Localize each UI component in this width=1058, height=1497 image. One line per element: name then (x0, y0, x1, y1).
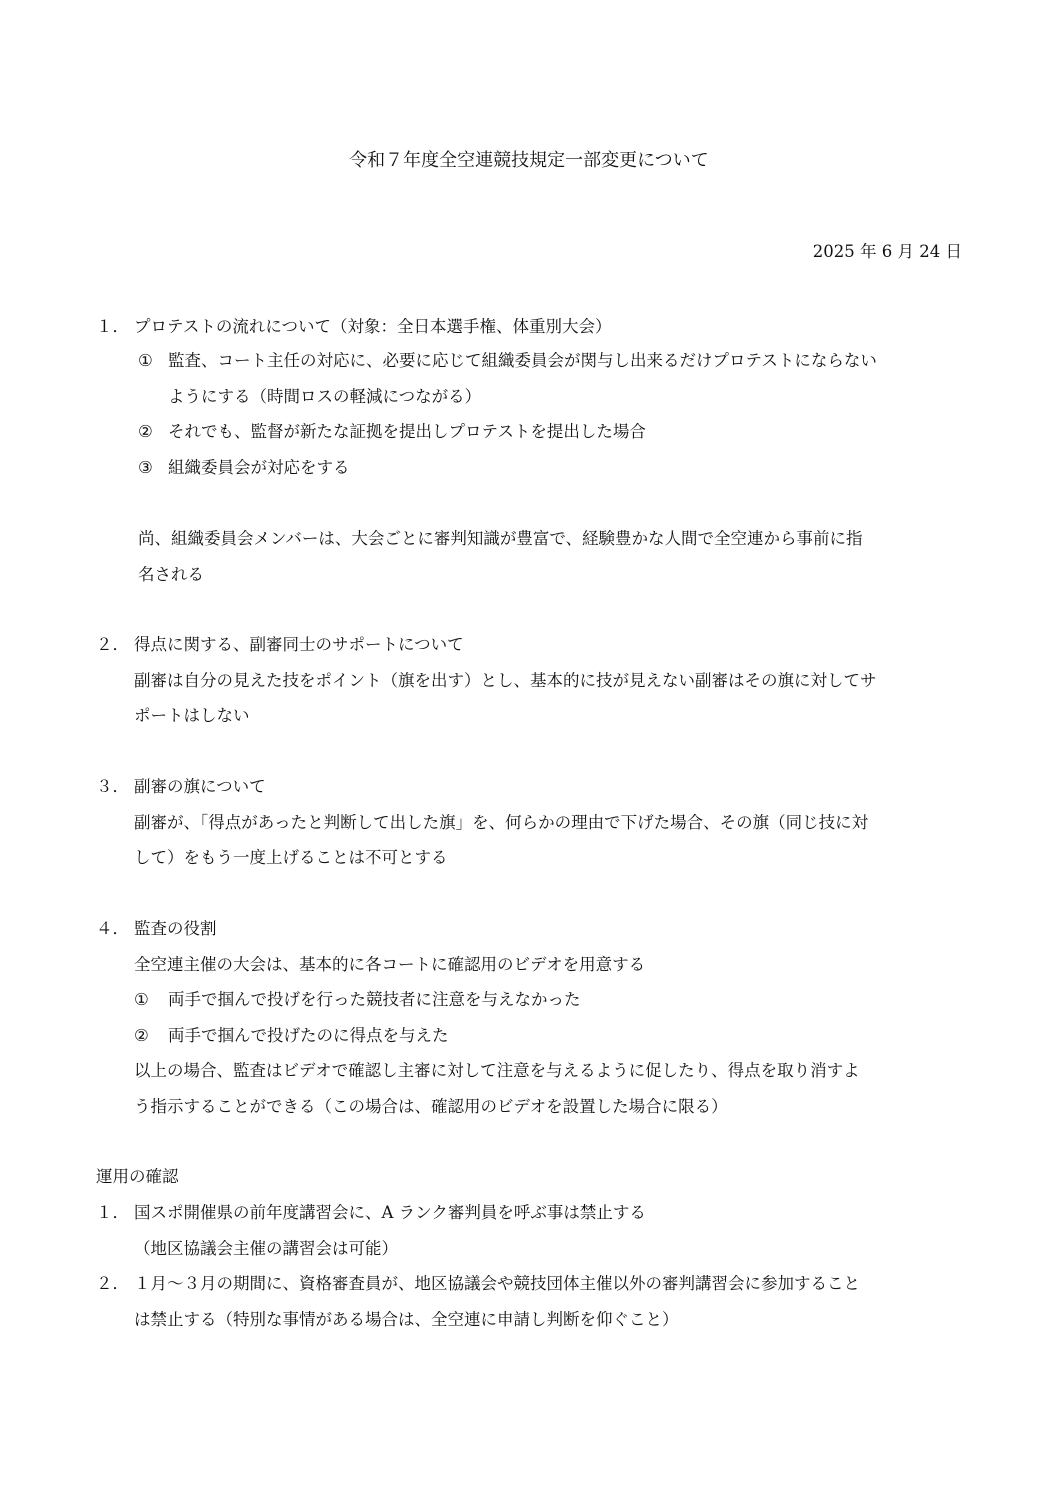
section4-item1-marker: ① (134, 990, 149, 1009)
section1-item3-text: 組織委員会が対応をする (168, 458, 350, 477)
section1-item1-text: 監査、コート主任の対応に、必要に応じて組織委員会が関与し出来るだけプロテストにならない (168, 351, 877, 370)
operation-item1-text: 国スポ開催県の前年度講習会に、A ランク審判員を呼ぶ事は禁止する (134, 1203, 646, 1222)
section1-note: 尚、組織委員会メンバーは、大会ごとに審判知識が豊富で、経験豊かな人間で全空連から事前に指 (138, 529, 863, 548)
section2-heading: 得点に関する、副審同士のサポートについて (134, 635, 464, 654)
operation-item1-text-cont: （地区協議会主催の講習会は可能） (134, 1239, 398, 1258)
section4-body: 以上の場合、監査はビデオで確認し主審に対して注意を与えるように促したり、得点を取り消すよ (134, 1061, 860, 1080)
section4-item2-text: 両手で掴んで投げたのに得点を与えた (168, 1026, 449, 1045)
section2-number: ２． (96, 635, 129, 654)
section4-intro: 全空連主催の大会は、基本的に各コートに確認用のビデオを用意する (134, 955, 646, 974)
section1-item1-text-cont: ようにする（時間ロスの軽減につながる） (168, 387, 482, 406)
section1-heading: プロテストの流れについて（対象：全日本選手権、体重別大会） (134, 317, 612, 336)
section4-number: ４． (96, 919, 129, 938)
section1-note-cont: 名される (138, 565, 204, 584)
document-date: 2025 年 6 月 24 日 (812, 242, 962, 261)
section3-body: 副審が、「得点があったと判断して出した旗」を、何らかの理由で下げた場合、その旗（同じ技に対 (134, 813, 869, 832)
section4-body-cont: う指示することができる（この場合は、確認用のビデオを設置した場合に限る） (134, 1097, 728, 1116)
section3-heading: 副審の旗について (134, 777, 266, 796)
operation-item2-text: １月～３月の期間に、資格審査員が、地区協議会や競技団体主催以外の審判講習会に参加すること (134, 1274, 860, 1293)
section1-item2-text: それでも、監督が新たな証拠を提出しプロテストを提出した場合 (168, 422, 646, 441)
section2-body: 副審は自分の見えた技をポイント（旗を出す）とし、基本的に技が見えない副審はその旗に対してサ (134, 671, 877, 690)
section3-number: ３． (96, 777, 129, 796)
section4-item1-text: 両手で掴んで投げを行った競技者に注意を与えなかった (168, 990, 581, 1009)
operation-item1-number: １． (96, 1203, 129, 1222)
section1-item3-marker: ③ (138, 458, 153, 477)
section2-body-cont: ポートはしない (134, 706, 250, 725)
section3-body-cont: して）をもう一度上げることは不可とする (134, 848, 448, 867)
section1-item1-marker: ① (138, 351, 153, 370)
section1-item2-marker: ② (138, 422, 153, 441)
section4-heading: 監査の役割 (134, 919, 217, 938)
operation-item2-number: ２． (96, 1274, 129, 1293)
document-title: 令和７年度全空連競技規定一部変更について (349, 150, 709, 171)
section4-item2-marker: ② (134, 1026, 149, 1045)
section1-number: １． (96, 317, 129, 336)
operation-item2-text-cont: は禁止する（特別な事情がある場合は、全空連に申請し判断を仰ぐこと） (134, 1310, 679, 1329)
operation-heading: 運用の確認 (96, 1167, 179, 1186)
